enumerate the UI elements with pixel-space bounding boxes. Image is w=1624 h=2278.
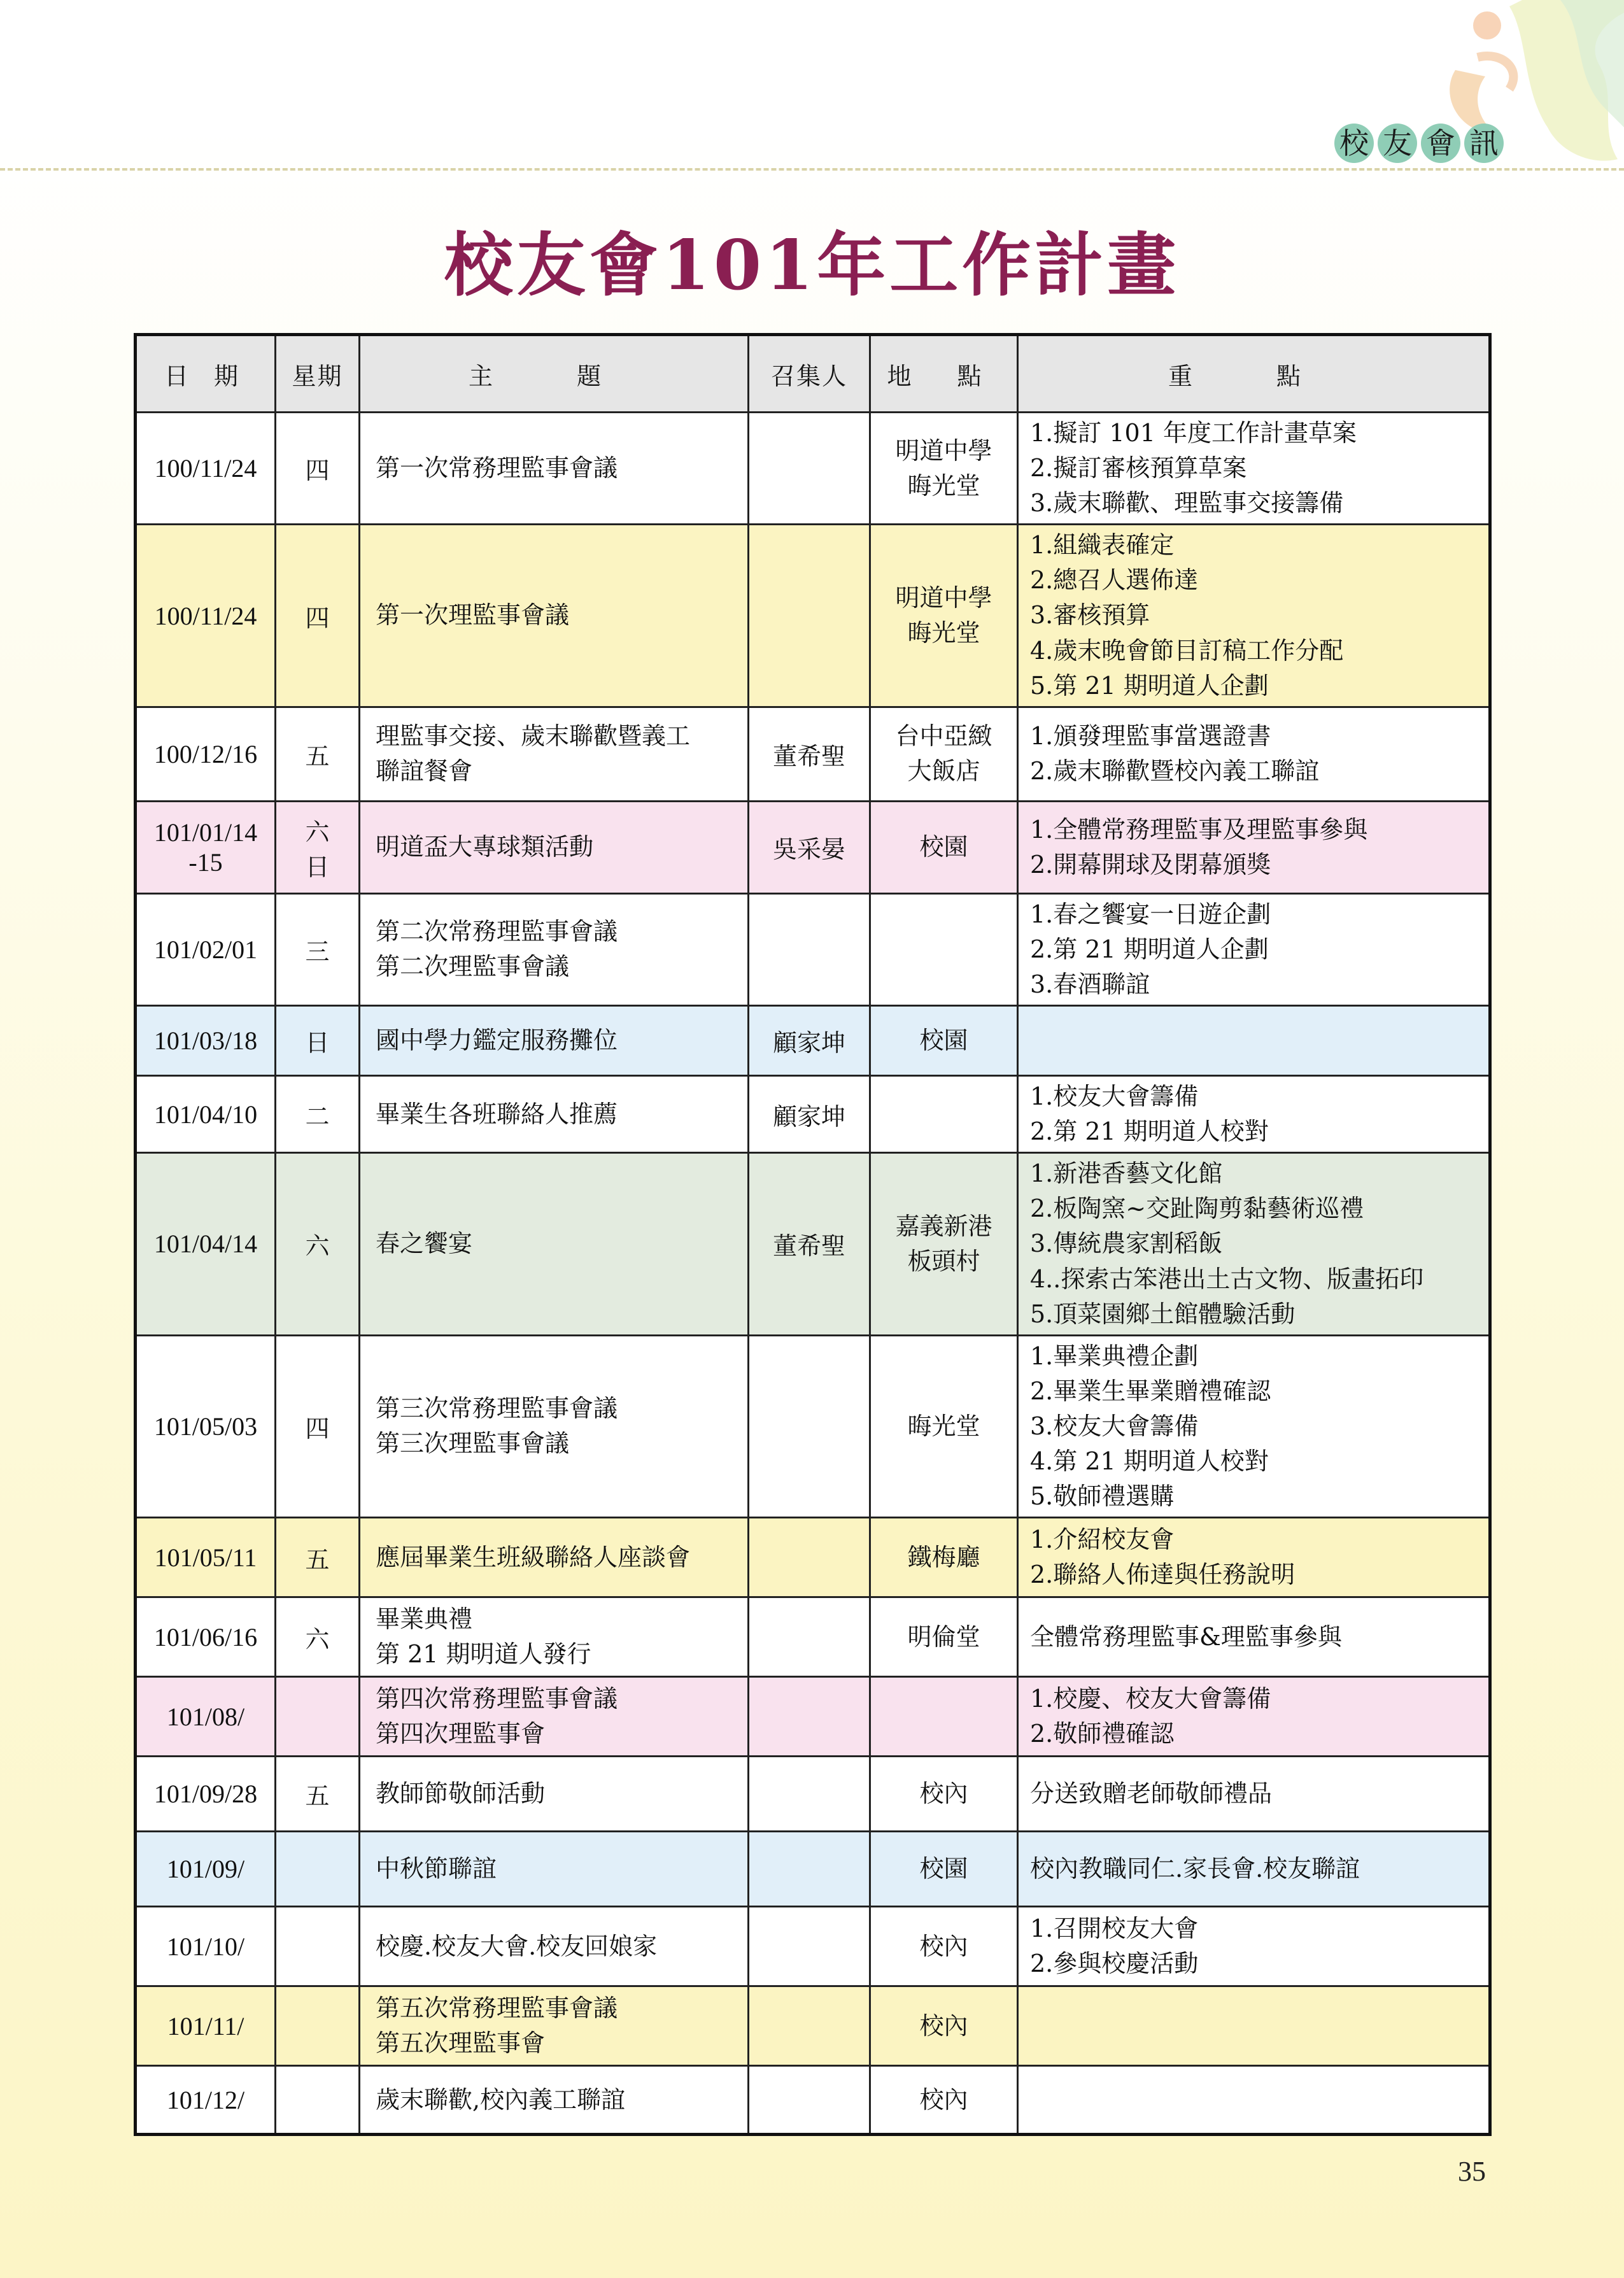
- cell-notes: 1.畢業典禮企劃 2.畢業生畢業贈禮確認 3.校友大會籌備 4.第 21 期明道人校對 5.敬師禮選購: [1018, 1335, 1490, 1517]
- cell-date: 100/11/24: [136, 525, 276, 707]
- cell-place: 台中亞緻 大飯店: [870, 707, 1018, 801]
- cell-convener: 董希聖: [749, 707, 870, 801]
- cell-notes: 1.組織表確定 2.總召人選佈達 3.審核預算 4.歲末晚會節目訂稿工作分配 5.第 21 期明道人企劃: [1018, 525, 1490, 707]
- cell-topic: 教師節敬師活動: [360, 1757, 749, 1832]
- table-row: [136, 893, 1490, 1005]
- cell-weekday: [276, 1832, 360, 1907]
- cell-date: 101/12/: [136, 2066, 276, 2135]
- cell-topic: 明道盃大專球類活動: [360, 801, 749, 893]
- cell-topic: 中秋節聯誼: [360, 1832, 749, 1907]
- table-row: [136, 413, 1490, 525]
- cell-topic: 歲末聯歡,校內義工聯誼: [360, 2066, 749, 2135]
- cell-weekday: [276, 1907, 360, 1986]
- cell-place: [870, 1076, 1018, 1153]
- cell-place: [870, 893, 1018, 1005]
- cell-date: 101/04/14: [136, 1153, 276, 1335]
- cell-notes: [1018, 2066, 1490, 2135]
- table-row: [136, 1076, 1490, 1153]
- header-weekday: 星期: [276, 335, 360, 413]
- cell-weekday: 五: [276, 707, 360, 801]
- cell-notes: 1.介紹校友會 2.聯絡人佈達與任務說明: [1018, 1518, 1490, 1597]
- cell-convener: [749, 1597, 870, 1677]
- cell-weekday: 四: [276, 1335, 360, 1517]
- cell-place: 校園: [870, 1832, 1018, 1907]
- table-row: [136, 707, 1490, 801]
- table-row: [136, 801, 1490, 893]
- header-divider: [0, 168, 1624, 171]
- cell-topic: 校慶.校友大會.校友回娘家: [360, 1907, 749, 1986]
- cell-place: 校內: [870, 1986, 1018, 2066]
- cell-weekday: 日: [276, 1006, 360, 1076]
- cell-weekday: 六 日: [276, 801, 360, 893]
- table-row: [136, 1907, 1490, 1986]
- cell-date: 100/12/16: [136, 707, 276, 801]
- cell-convener: [749, 1518, 870, 1597]
- cell-topic: 第一次理監事會議: [360, 525, 749, 707]
- cell-notes: 1.全體常務理監事及理監事參與 2.開幕開球及閉幕頒獎: [1018, 801, 1490, 893]
- cell-notes: 全體常務理監事&理監事參與: [1018, 1597, 1490, 1677]
- cell-topic: 畢業典禮 第 21 期明道人發行: [360, 1597, 749, 1677]
- cell-weekday: [276, 1677, 360, 1757]
- cell-convener: [749, 2066, 870, 2135]
- cell-convener: 顧家坤: [749, 1006, 870, 1076]
- table-row: [136, 525, 1490, 707]
- cell-convener: [749, 1757, 870, 1832]
- cell-topic: 第三次常務理監事會議 第三次理監事會議: [360, 1335, 749, 1517]
- header-place: 地 點: [870, 335, 1018, 413]
- section-tag-char: 校: [1334, 124, 1374, 163]
- section-tag-char: 友: [1378, 124, 1417, 163]
- table-row: [136, 1986, 1490, 2066]
- cell-date: 101/02/01: [136, 893, 276, 1005]
- cell-notes: 1.新港香藝文化館 2.板陶窯~交趾陶剪黏藝術巡禮 3.傳統農家割稻飯 4..探索古笨港出土古文物、版畫拓印 5.頂菜園鄉土館體驗活動: [1018, 1153, 1490, 1335]
- header-date: 日 期: [136, 335, 276, 413]
- section-tag: [1334, 124, 1504, 163]
- cell-place: 鐵梅廳: [870, 1518, 1018, 1597]
- cell-date: 101/06/16: [136, 1597, 276, 1677]
- cell-place: 明道中學 晦光堂: [870, 525, 1018, 707]
- header-topic: 主 題: [360, 335, 749, 413]
- cell-convener: [749, 893, 870, 1005]
- cell-notes: 1.春之饗宴一日遊企劃 2.第 21 期明道人企劃 3.春酒聯誼: [1018, 893, 1490, 1005]
- cell-topic: 第四次常務理監事會議 第四次理監事會: [360, 1677, 749, 1757]
- cell-notes: 1.頒發理監事當選證書 2.歲末聯歡暨校內義工聯誼: [1018, 707, 1490, 801]
- header-convener: 召集人: [749, 335, 870, 413]
- cell-convener: [749, 1986, 870, 2066]
- table-row: [136, 1153, 1490, 1335]
- cell-place: 校內: [870, 1757, 1018, 1832]
- cell-place: 校內: [870, 1907, 1018, 1986]
- cell-weekday: 五: [276, 1518, 360, 1597]
- cell-topic: 國中學力鑑定服務攤位: [360, 1006, 749, 1076]
- cell-date: 100/11/24: [136, 413, 276, 525]
- cell-convener: 顧家坤: [749, 1076, 870, 1153]
- cell-weekday: 六: [276, 1153, 360, 1335]
- table-row: [136, 1597, 1490, 1677]
- cell-place: 晦光堂: [870, 1335, 1018, 1517]
- cell-topic: 理監事交接、歲末聯歡暨義工 聯誼餐會: [360, 707, 749, 801]
- cell-weekday: 六: [276, 1597, 360, 1677]
- cell-place: 校園: [870, 801, 1018, 893]
- cell-notes: 校內教職同仁.家長會.校友聯誼: [1018, 1832, 1490, 1907]
- cell-convener: 董希聖: [749, 1153, 870, 1335]
- cell-convener: [749, 1907, 870, 1986]
- table-row: [136, 1518, 1490, 1597]
- cell-place: 校園: [870, 1006, 1018, 1076]
- cell-weekday: 三: [276, 893, 360, 1005]
- cell-topic: 第二次常務理監事會議 第二次理監事會議: [360, 893, 749, 1005]
- cell-topic: 第一次常務理監事會議: [360, 413, 749, 525]
- page-title: 校友會101年工作計畫: [444, 225, 1180, 306]
- cell-date: 101/04/10: [136, 1076, 276, 1153]
- page-number: 35: [1458, 2156, 1486, 2187]
- cell-weekday: 四: [276, 413, 360, 525]
- cell-convener: [749, 413, 870, 525]
- cell-convener: 吳采晏: [749, 801, 870, 893]
- section-tag-char: 會: [1421, 124, 1460, 163]
- header-notes: 重 點: [1018, 335, 1490, 413]
- cell-convener: [749, 1832, 870, 1907]
- cell-notes: 分送致贈老師敬師禮品: [1018, 1757, 1490, 1832]
- table-row: [136, 1335, 1490, 1517]
- cell-notes: [1018, 1006, 1490, 1076]
- cell-date: 101/09/: [136, 1832, 276, 1907]
- cell-notes: [1018, 1986, 1490, 2066]
- table-row: [136, 2066, 1490, 2135]
- cell-place: 校內: [870, 2066, 1018, 2135]
- cell-date: 101/11/: [136, 1986, 276, 2066]
- cell-date: 101/05/11: [136, 1518, 276, 1597]
- cell-date: 101/09/28: [136, 1757, 276, 1832]
- cell-convener: [749, 1677, 870, 1757]
- cell-topic: 畢業生各班聯絡人推薦: [360, 1076, 749, 1153]
- work-plan-table: [134, 333, 1492, 2136]
- cell-weekday: 五: [276, 1757, 360, 1832]
- cell-date: 101/05/03: [136, 1335, 276, 1517]
- cell-weekday: 四: [276, 525, 360, 707]
- table-row: [136, 1677, 1490, 1757]
- cell-date: 101/03/18: [136, 1006, 276, 1076]
- cell-notes: 1.召開校友大會 2.參與校慶活動: [1018, 1907, 1490, 1986]
- cell-place: [870, 1677, 1018, 1757]
- cell-notes: 1.校慶、校友大會籌備 2.敬師禮確認: [1018, 1677, 1490, 1757]
- cell-topic: 第五次常務理監事會議 第五次理監事會: [360, 1986, 749, 2066]
- cell-weekday: [276, 2066, 360, 2135]
- cell-weekday: 二: [276, 1076, 360, 1153]
- cell-place: 嘉義新港 板頭村: [870, 1153, 1018, 1335]
- cell-date: 101/01/14 -15: [136, 801, 276, 893]
- table-row: [136, 1006, 1490, 1076]
- cell-topic: 春之饗宴: [360, 1153, 749, 1335]
- cell-date: 101/10/: [136, 1907, 276, 1986]
- cell-convener: [749, 525, 870, 707]
- table-row: [136, 1757, 1490, 1832]
- cell-place: 明倫堂: [870, 1597, 1018, 1677]
- cell-place: 明道中學 晦光堂: [870, 413, 1018, 525]
- cell-notes: 1.校友大會籌備 2.第 21 期明道人校對: [1018, 1076, 1490, 1153]
- cell-convener: [749, 1335, 870, 1517]
- cell-date: 101/08/: [136, 1677, 276, 1757]
- table-row: [136, 1832, 1490, 1907]
- cell-weekday: [276, 1986, 360, 2066]
- cell-topic: 應屆畢業生班級聯絡人座談會: [360, 1518, 749, 1597]
- cell-notes: 1.擬訂 101 年度工作計畫草案 2.擬訂審核預算草案 3.歲末聯歡、理監事交接籌備: [1018, 413, 1490, 525]
- table-header-row: [136, 335, 1490, 413]
- table-body: [136, 413, 1490, 2135]
- section-tag-char: 訊: [1464, 124, 1504, 163]
